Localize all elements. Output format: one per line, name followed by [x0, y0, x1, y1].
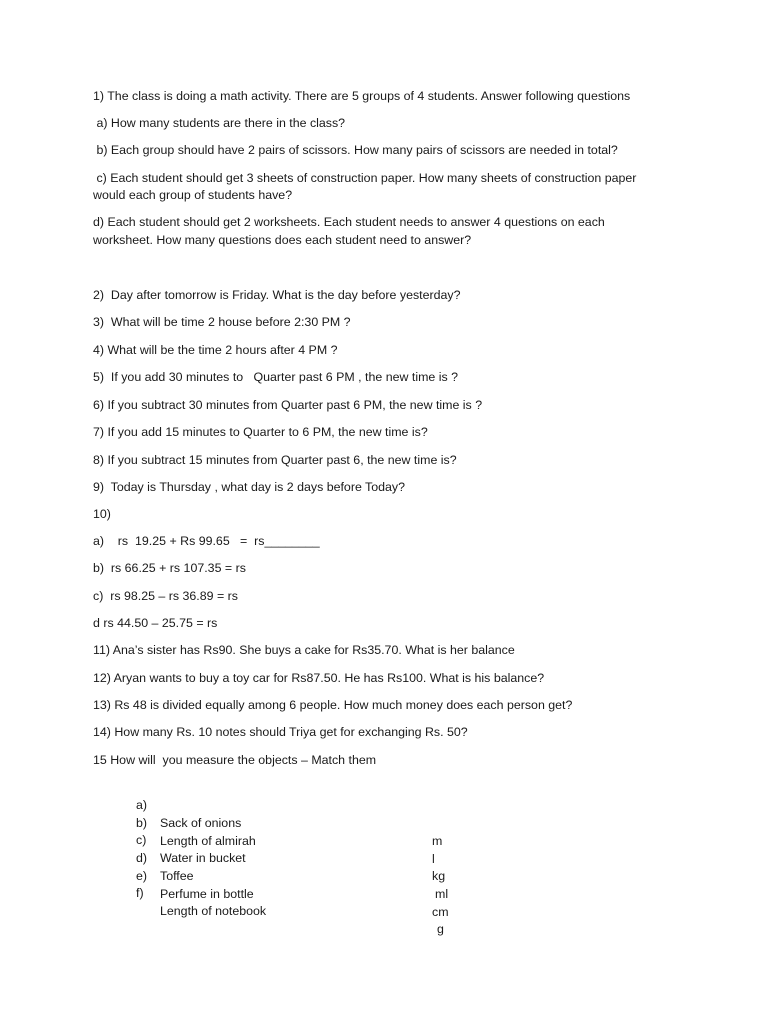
- question-1-stem: 1) The class is doing a math activity. There are 5 groups of 4 students. Answer following questions: [93, 89, 631, 103]
- match-object: Toffee: [160, 869, 194, 883]
- question-10b: b) rs 66.25 + rs 107.35 = rs: [93, 561, 246, 575]
- match-unit: ml: [435, 887, 449, 901]
- question-10d: d rs 44.50 – 25.75 = rs: [93, 616, 218, 630]
- question-1c-line-2: would each group of students have?: [93, 188, 293, 202]
- question-1b: b) Each group should have 2 pairs of scissors. How many pairs of scissors are needed in total?: [93, 143, 618, 157]
- match-letter: b): [136, 816, 148, 830]
- question-12: 12) Aryan wants to buy a toy car for Rs87.50. He has Rs100. What is his balance?: [93, 671, 545, 685]
- question-9: 9) Today is Thursday , what day is 2 days before Today?: [93, 480, 406, 494]
- match-object: Length of notebook: [160, 904, 267, 918]
- match-object: Water in bucket: [160, 851, 246, 865]
- question-10-label: 10): [93, 507, 111, 521]
- match-unit: m: [432, 834, 443, 848]
- question-5: 5) If you add 30 minutes to Quarter past 6 PM , the new time is ?: [93, 370, 459, 384]
- match-letter: e): [136, 869, 148, 883]
- question-13: 13) Rs 48 is divided equally among 6 people. How much money does each person get?: [93, 698, 573, 712]
- match-unit: l: [432, 852, 435, 866]
- question-11: 11) Ana’s sister has Rs90. She buys a cake for Rs35.70. What is her balance: [93, 643, 515, 657]
- question-7: 7) If you add 15 minutes to Quarter to 6 PM, the new time is?: [93, 425, 428, 439]
- question-8: 8) If you subtract 15 minutes from Quarter past 6, the new time is?: [93, 453, 457, 467]
- question-1c-line-1: c) Each student should get 3 sheets of construction paper. How many sheets of construction paper: [93, 171, 637, 185]
- question-2: 2) Day after tomorrow is Friday. What is the day before yesterday?: [93, 288, 461, 302]
- question-15-stem: 15 How will you measure the objects – Match them: [93, 753, 377, 767]
- match-letter: a): [136, 798, 148, 812]
- question-1a: a) How many students are there in the class?: [93, 116, 346, 130]
- match-letter: f): [136, 886, 144, 900]
- match-object: Perfume in bottle: [160, 887, 254, 901]
- match-letter: c): [136, 833, 147, 847]
- match-object: Length of almirah: [160, 834, 256, 848]
- match-unit: g: [437, 922, 444, 936]
- match-object: Sack of onions: [160, 816, 242, 830]
- question-1d-line-2: worksheet. How many questions does each student need to answer?: [93, 233, 472, 247]
- question-10c: c) rs 98.25 – rs 36.89 = rs: [93, 589, 238, 603]
- question-10a: a) rs 19.25 + Rs 99.65 = rs________: [93, 534, 320, 548]
- question-14: 14) How many Rs. 10 notes should Triya get for exchanging Rs. 50?: [93, 725, 468, 739]
- match-letter: d): [136, 851, 148, 865]
- question-1d-line-1: d) Each student should get 2 worksheets. Each student needs to answer 4 questions on each: [93, 215, 605, 229]
- match-unit: cm: [432, 905, 449, 919]
- question-4: 4) What will be the time 2 hours after 4 PM ?: [93, 343, 338, 357]
- question-6: 6) If you subtract 30 minutes from Quarter past 6 PM, the new time is ?: [93, 398, 483, 412]
- question-3: 3) What will be time 2 house before 2:30 PM ?: [93, 315, 351, 329]
- match-unit: kg: [432, 869, 446, 883]
